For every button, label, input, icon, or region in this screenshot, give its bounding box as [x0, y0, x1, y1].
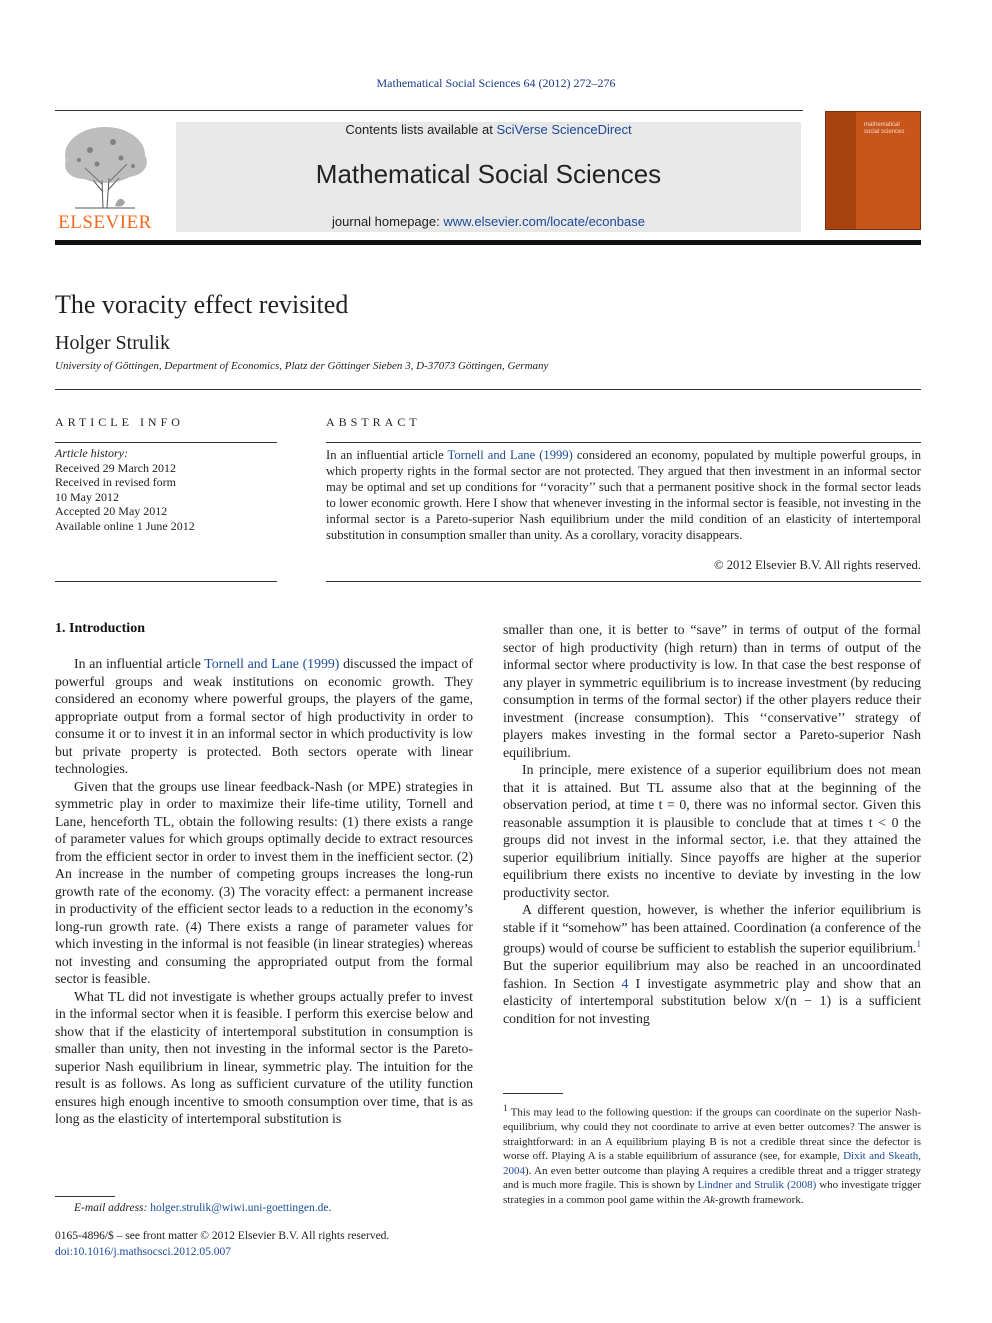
intro-paragraph-4: smaller than one, it is better to “save” in terms of output of the formal sector of high productivity (high return) than in terms of output of the informal sector where productivity is low. In that case the best response of any player in symmetric equilibrium is to increase investment (by reducing consumption in terms of the formal sector) if the other players reduce their investment (increase consumption). This ‘‘conservative’’ strategy of players makes investing in the formal sector a Pareto-superior Nash equilibrium. — [503, 622, 921, 760]
issn-line: 0165-4896/$ – see front matter © 2012 Elsevier B.V. All rights reserved. — [55, 1230, 390, 1242]
intro-paragraph-2: Given that the groups use linear feedback-Nash (or MPE) strategies in symmetric play in order to maximize their life-time utility, Tornell and Lane, henceforth TL, obtain the following results: (1) there exists a range of parameter values for which groups optimally decide to extract resources from the efficient sector in order to invest them in the inefficient sector. (2) An increase in the number of competing groups increases the long-run growth rate of the economy. (3) The voracity effect: a permanent increase in productivity of the efficient sector leads to a reduction in the economy’s long-run growth rate. (4) There exists a range of parameter values for which investing in the informal is not feasible (in linear strategies) whereas not investing and consuming the appropriated output from the formal sector is feasible. — [55, 778, 473, 986]
email-label: E-mail address: — [74, 1202, 148, 1214]
cover-title: mathematical social sciences — [864, 122, 905, 135]
footnote-ak: Ak — [703, 1193, 716, 1206]
journal-title: Mathematical Social Sciences — [315, 159, 662, 189]
abstract-ref-tornell-lane[interactable]: Tornell and Lane (1999) — [447, 448, 573, 462]
footnote-text-d: -growth framework. — [715, 1193, 804, 1206]
intro-paragraph-6 — [503, 901, 921, 1027]
header-thick-rule — [55, 240, 921, 245]
footnote-1-marker[interactable]: 1 — [916, 939, 921, 949]
section-4-link[interactable]: 4 — [621, 975, 629, 991]
author-affiliation: University of Göttingen, Department of Economics, Platz der Göttinger Sieben 3, D-37073 Göttingen, Germany — [55, 360, 549, 372]
intro-p6-a: A different question, however, is whether the inferior equilibrium is stable if it “somehow” has been attained. Coordination (a conference of the groups) would of course be sufficient to establish the superior equilibrium. — [503, 902, 921, 956]
author-email-link[interactable]: holger.strulik@wiwi.uni-goettingen.de — [150, 1202, 329, 1214]
article-info-rule-bottom — [55, 581, 277, 582]
abstract-copyright: © 2012 Elsevier B.V. All rights reserved. — [714, 558, 921, 572]
intro-p1-post: discussed the impact of powerful groups and weak institutions on economic growth. They considered an economy where powerful groups, the players of the game, appropriate output from a formal sector of high productivity in order to consume it or to invest it in an informal sector in which productivity is low but private property is protected. Both sectors operate with linear technologies. — [55, 656, 474, 776]
abstract-post: considered an economy, populated by multiple powerful groups, in which property rights in the formal sector are not protected. They argued that then investment in an informal sector may be optimal and set up conditions for ‘‘voracity’’ such that a permanent positive shock in the formal sector leads to lower economic growth. Here I show that whenever investing in the informal sector is feasible, not investing in the informal sector is a Pareto-superior Nash equilibrium under the mild condition of an elasticity of intertemporal substitution in consumption smaller than unity. As a corollary, voracity disappears. — [326, 448, 922, 542]
journal-cover-thumbnail — [825, 111, 921, 230]
journal-homepage-link[interactable]: www.elsevier.com/locate/econbase — [443, 214, 645, 229]
article-info-heading: ARTICLE INFO — [55, 415, 184, 429]
body-left-column — [55, 655, 473, 1128]
email-end: . — [328, 1202, 332, 1214]
body-right-column — [503, 621, 921, 1027]
abstract-heading: ABSTRACT — [326, 415, 421, 429]
intro-paragraph-5: In principle, mere existence of a superior equilibrium does not mean that it is attained. But TL assume also that at the beginning of the observation period, at time t = 0, there was no informal sector. Given this reasonable assumption it is plausible to conclude that at times t < 0 the groups did not invest in the informal sector, i.e. that they attained the superior equilibrium initially. Since payoffs are higher at the superior equilibrium there exists no incentive to deviate by investing in the low productivity sector. — [503, 762, 921, 900]
homepage-line — [176, 214, 801, 229]
history-revised-1: Received in revised form — [55, 475, 176, 489]
footnote-text-c: who investigate trigger strategies in a common pool game within the — [503, 1179, 922, 1206]
article-history — [55, 446, 280, 533]
elsevier-wordmark: ELSEVIER — [58, 212, 152, 233]
author-name: Holger Strulik — [55, 332, 170, 354]
history-revised-2: 10 May 2012 — [55, 489, 119, 504]
header-rule — [55, 110, 803, 111]
journal-masthead — [176, 122, 801, 232]
contents-line — [176, 122, 801, 137]
history-accepted: Accepted 20 May 2012 — [55, 504, 168, 518]
abstract-pre: In an influential article — [326, 448, 448, 462]
footnote-ref-dixit-skeath[interactable]: Dixit and Skeath, 2004 — [503, 1150, 921, 1177]
doi-link[interactable]: doi:10.1016/j.mathsocsci.2012.05.007 — [55, 1245, 232, 1258]
footnote-1-number: 1 — [503, 1103, 508, 1113]
email-rule — [55, 1196, 115, 1197]
abstract-rule-bottom — [326, 581, 921, 582]
cover-strip — [826, 112, 856, 229]
footnote-ref-lindner-strulik[interactable]: Lindner and Strulik (2008) — [697, 1179, 817, 1192]
history-label: Article history: — [55, 446, 128, 460]
history-received: Received 29 March 2012 — [55, 460, 176, 475]
abstract-text — [326, 447, 921, 543]
intro-paragraph-3: What TL did not investigate is whether groups actually prefer to invest in the informal sector when it is feasible. I perform this exercise below and show that if the elasticity of intertemporal substitution in consumption is smaller than unity, then not investing in the informal sector is the Pareto-superior Nash equilibrium in linear, symmetric play. The intuition for the result is as follows. As long as sufficient curvature of the utility function ensures high enough incentive to smooth consumption over time, that is as long as the elasticity of intertemporal substitution is — [55, 988, 473, 1126]
footnote-text-b: ). An even better outcome than playing A requires a credible threat and a trigger strategy and is much more fragile. This is shown by — [503, 1164, 921, 1192]
intro-p6-c: I investigate asymmetric play and show that an elasticity of intertemporal substitution below x/(n − 1) is a sufficient condition for not investing — [503, 975, 921, 1026]
journal-citation[interactable]: Mathematical Social Sciences 64 (2012) 272–276 — [376, 76, 616, 90]
intro-ref-tornell-lane[interactable]: Tornell and Lane (1999) — [204, 656, 340, 671]
homepage-prefix: journal homepage: — [332, 214, 444, 229]
article-info-rule-top — [55, 442, 277, 443]
footnote-1 — [503, 1101, 921, 1207]
section-introduction-title: 1. Introduction — [55, 621, 145, 636]
paper-title: The voracity effect revisited — [55, 290, 349, 319]
title-rule — [55, 389, 921, 390]
contents-prefix: Contents lists available at — [345, 122, 497, 137]
footnote-rule — [503, 1093, 563, 1094]
history-online: Available online 1 June 2012 — [55, 518, 195, 533]
email-line — [74, 1202, 331, 1214]
front-matter-meta — [55, 1229, 389, 1260]
intro-paragraph-1 — [55, 655, 473, 778]
intro-p1-pre: In an influential article — [74, 656, 205, 671]
sciencedirect-link[interactable]: SciVerse ScienceDirect — [496, 122, 632, 137]
footnote-text-a: This may lead to the following question: if the groups can coordinate on the superior Nash-equilibrium, why could they not coordinate to arrive at even better outcomes? The answer is straightforward: in an A equilibrium playing B is not a credible threat since the defector is worse off. Playing A is a stable equilibrium of assurance (see, for example, — [503, 1106, 921, 1163]
intro-p6-b: But the superior equilibrium may also be reached in an uncoordinated fashion. In Section — [503, 958, 921, 991]
abstract-rule-top — [326, 442, 921, 443]
